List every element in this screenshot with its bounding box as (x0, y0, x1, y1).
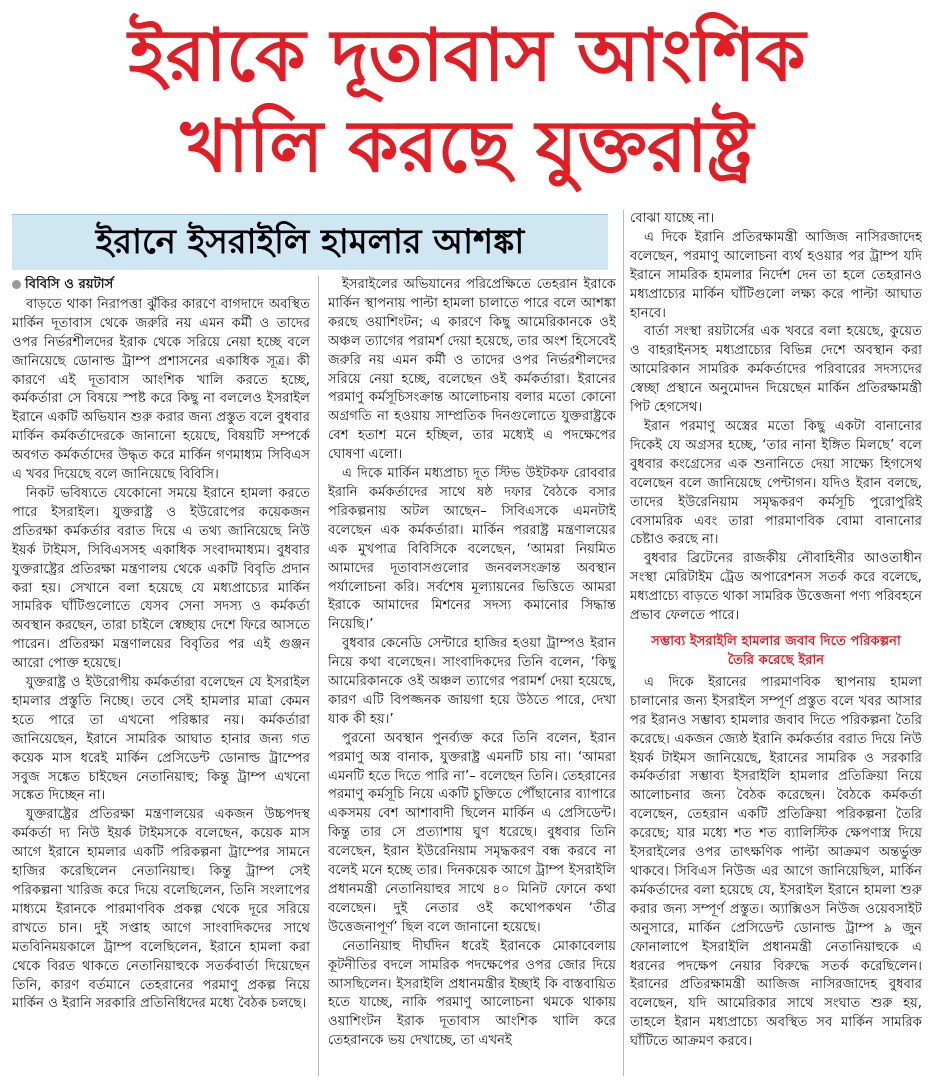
paragraph: বুধবার ব্রিটেনের রাজকীয় নৌবাহিনীর আওতাধীন সংস্থা মেরিটাইম ট্রেড অপারেশনস সতর্ক করে বলেছে, মধ্যপ্রাচ্যে বাড়তে থাকা সামরিক উত্তেজনা পণ্য পরিবহনে প্রভাব ফেলতে পারে। (630, 551, 922, 624)
paragraph: নেতানিয়াহু দীর্ঘদিন ধরেই ইরানকে মোকাবেলায় কূটনীতির বদলে সামরিক পদক্ষেপের ওপর জোর দিয়ে আসছিলেন। ইসরাইলি প্রধানমন্ত্রীর ইচ্ছাই কি বাস্তবায়িত হতে যাচ্ছে, নাকি পরমাণু আলোচনা থমকে থাকায় ওয়াশিংটন ইরাক দূতাবাস আংশিক খালি করে তেহরানকে ভয় দেখাচ্ছে, তা এখনই (328, 938, 616, 1049)
column-divider (623, 210, 624, 1076)
article-column-2 (328, 276, 616, 1076)
paragraph: বার্তা সংস্থা রয়টার্সের এক খবরে বলা হয়েছে, কুয়েত ও বাহরাইনসহ মধ্যপ্রাচ্যের বিভিন্ন দেশে অবস্থান করা আমেরিকান সামরিক কর্মকর্তাদের পরিবারের সদস্যদের স্বেচ্ছা প্রস্থানে অনুমোদন দিয়েছেন মার্কিন প্রতিরক্ষামন্ত্রী পিট হেগসেথ। (630, 324, 922, 416)
headline-line-2: খালি করছে যুক্তরাষ্ট্র (180, 104, 754, 188)
paragraph: ইরান পরমাণু অস্ত্রের মতো কিছু একটা বানানোর দিকেই যে অগ্রসর হচ্ছে, ‘তার নানা ইঙ্গিত মিলছে’ বলে বুধবার কংগ্রেসের এক শুনানিতে দেয়া সাক্ষ্যে হিগসেথ বলেছেন বলে জানিয়েছে পেন্টাগন। যদিও ইরান বলছে, তাদের ইউরেনিয়াম সমৃদ্ধকরণ কর্মসূচি পুরোপুরিই বেসামরিক এবং তারা পারমাণবিক বোমা বানানোর চেষ্টাও করছে না। (630, 418, 922, 548)
crosshead-line-2: তৈরি করেছে ইরান (727, 652, 825, 668)
bullet-icon (12, 280, 21, 289)
paragraph: এ দিকে ইরানের পারমাণবিক স্থাপনায় হামলা চালানোর জন্য ইসরাইল সম্পূর্ণ প্রস্তুত বলে খবর আসার পর ইরানও সম্ভাব্য হামলার জবাব দিতে পরিকল্পনা তৈরি করেছে। একজন জ্যেষ্ঠ ইরানি কর্মকর্তার বরাত দিয়ে নিউ ইয়র্ক টাইমস জানিয়েছে, ইরানের সামরিক ও সরকারি কর্মকর্তারা সম্ভাব্য ইসরাইলি হামলার প্রতিক্রিয়া নিয়ে আলোচনার জন্য বৈঠক করেছেন। বৈঠকে কর্মকর্তা বলেছেন, তেহরান একটি প্রতিক্রিয়া পরিকল্পনা তৈরি করেছে; যার মধ্যে শত শত ব্যালিস্টিক ক্ষেপণাস্ত্র দিয়ে ইসরাইলের ওপর তাৎক্ষণিক পাল্টা আক্রমণ অন্তর্ভুক্ত থাকবে। সিবিএস নিউজ এর আগে জানিয়েছিল, মার্কিন কর্মকর্তাদের বলা হয়েছে যে, ইসরাইল ইরানে হামলা শুরু করার জন্য সম্পূর্ণ প্রস্তুত। অ্যাক্সিওস নিউজ ওয়েবসাইট অনুসারে, মার্কিন প্রেসিডেন্ট ডোনাল্ড ট্রাম্প ৯ জুন ফোনালাপে ইসরাইলি প্রধানমন্ত্রী নেতানিয়াহুকে এ ধরনের পদক্ষেপ নেয়ার বিরুদ্ধে সতর্ক করেছিলেন। ইরানের প্রতিরক্ষামন্ত্রী আজিজ নাসিরজাদেহ বুধবার বলেছেন, যদি আমেরিকার সাথে সংঘাত শুরু হয়, তাহলে ইরান মধ্যপ্রাচ্যে অবস্থিত সব মার্কিন সামরিক ঘাঁটিতে আক্রমণ করবে। (630, 674, 922, 1050)
paragraph: বুধবার কেনেডি সেন্টারে হাজির হওয়া ট্রাম্পও ইরান নিয়ে কথা বলেছেন। সাংবাদিকদের তিনি বলেন, ‘কিছু আমেরিকানকে ওই অঞ্চল ত্যাগের পরামর্শ দেয়া হয়েছে, কারণ এটি বিপজ্জনক জায়গা হয়ে উঠতে পারে, দেখা যাক কী হয়।’ (328, 636, 616, 727)
paragraph: বাড়তে থাকা নিরাপত্তা ঝুঁকির কারণে বাগদাদে অবস্থিত মার্কিন দূতাবাস থেকে জরুরি নয় এমন কর্মী ও তাদের ওপর নির্ভরশীলদের ইরাক থেকে সরিয়ে নেয়া হচ্ছে বলে জানিয়েছে ডোনাল্ড ট্রাম্প প্রশাসনের একাধিক সূত্র। কী কারণে এই দূতাবাস আংশিক খালি করতে হচ্ছে, কর্মকর্তারা সে বিষয়ে স্পষ্ট করে কিছু না বললেও ইসরাইল ইরানে একটি অভিযান শুরু করার জন্য প্রস্তুত বলে বুধবার মার্কিন কর্মকর্তাদেরকে জানানো হয়েছে, বিষয়টি সম্পর্কে অবগত কর্মকর্তাদের উদ্ধৃত করে মার্কিন গণমাধ্যম সিবিএস এ খবর দিয়েছে বলে জানিয়েছে বিবিসি। (12, 296, 310, 483)
headline (0, 0, 934, 205)
subheadline: ইরানে ইসরাইলি হামলার আশঙ্কা (12, 214, 608, 270)
article-column-3 (630, 210, 922, 1076)
paragraph: পুরনো অবস্থান পুনর্ব্যক্ত করে তিনি বলেন, ইরান পরমাণু অস্ত্র বানাক, যুক্তরাষ্ট্র এমনটি চায় না। ‘আমরা এমনটি হতে দিতে পারি না’– বলেছেন তিনি। তেহরানের পরমাণু কর্মসূচি নিয়ে একটি চুক্তিতে পৌঁছানোর ব্যাপারে একসময় বেশ আশাবাদী ছিলেন মার্কিন এ প্রেসিডেন্ট। কিন্তু তার সে প্রত্যাশায় ঘুণ ধরেছে। বুধবার তিনি বলেছেন, ইরান ইউরেনিয়াম সমৃদ্ধকরণ বন্ধ করবে না বলেই মনে হচ্ছে তার। দিনকয়েক আগে ট্রাম্প ইসরাইলি প্রধানমন্ত্রী নেতানিয়াহুর সাথে ৪০ মিনিট ফোনে কথা বলেছেন। দুই নেতার ওই কথোপকথন ‘তীব্র উত্তেজনাপূর্ণ’ ছিল বলে জানানো হয়েছে। (328, 730, 616, 935)
paragraph: নিকট ভবিষ্যতে যেকোনো সময়ে ইরানে হামলা করতে পারে ইসরাইল। যুক্তরাষ্ট্র ও ইউরোপের কয়েকজন প্রতিরক্ষা কর্মকর্তার বরাত দিয়ে এ তথ্য জানিয়েছে নিউ ইয়র্ক টাইমস, সিবিএসসহ একাধিক সংবাদমাধ্যম। বুধবার যুক্তরাষ্ট্রের প্রতিরক্ষা মন্ত্রণালয় থেকে একটি বিবৃতি প্রদান করা হয়। সেখানে বলা হয়েছে যে মধ্যপ্রাচ্যের মার্কিন সামরিক ঘাঁটিগুলোতে যেসব সেনা সদস্য ও কর্মকর্তা অবস্থান করছেন, তারা চাইলে স্বেচ্ছায় দেশে ফিরে আসতে পারেন। প্রতিরক্ষা মন্ত্রণালয়ের বিবৃতির পর এই গুঞ্জন আরো পোক্ত হয়েছে। (12, 485, 310, 672)
paragraph: এ দিকে ইরানি প্রতিরক্ষামন্ত্রী আজিজ নাসিরজাদেহ বলেছেন, পরমাণু আলোচনা ব্যর্থ হওয়ার পর ট্রাম্প যদি ইরানে সামরিক হামলার নির্দেশ দেন তা হলে তেহরানও মধ্যপ্রাচ্যের মার্কিন ঘাঁটিগুলো লক্ষ্য করে পাল্টা আঘাত হানবে। (630, 229, 922, 321)
paragraph: যুক্তরাষ্ট্র ও ইউরোপীয় কর্মকর্তারা বলেছেন যে ইসরাইল হামলার প্রস্তুতি নিচ্ছে। তবে সেই হামলার মাত্রা কেমন হতে পারে তা এখনো পরিষ্কার নয়। কর্মকর্তারা জানিয়েছেন, ইরানে সামরিক আঘাত হানার জন্য গত কয়েক মাস ধরেই মার্কিন প্রেসিডেন্ট ডোনাল্ড ট্রাম্পের সবুজ সঙ্কেত চাইছেন নেতানিয়াহু; কিন্তু ট্রাম্প এখনো সঙ্কেত দিচ্ছেন না। (12, 675, 310, 804)
paragraph: ইসরাইলের অভিযানের পরিপ্রেক্ষিতে তেহরান ইরাকে মার্কিন স্থাপনায় পাল্টা হামলা চালাতে পারে বলে আশঙ্কা করছে ওয়াশিংটন; এ কারণে কিছু আমেরিকানকে ওই অঞ্চল ত্যাগের পরামর্শ দেয়া হয়েছে, তার অংশ হিসেবেই জরুরি নয় এমন কর্মী ও তাদের ওপর নির্ভরশীলদের সরিয়ে নেয়া হচ্ছে, বলেছেন ওই কর্মকর্তারা। ইরানের পরমাণু কর্মসূচিসংক্রান্ত আলোচনায় বলার মতো কোনো অগ্রগতি না হওয়ায় সাম্প্রতিক দিনগুলোতে যুক্তরাষ্ট্রকে বেশ হতাশ মনে হচ্ছিল, তার মধ্যেই এ পদক্ষেপের ঘোষণা এলো। (328, 277, 616, 463)
paragraph: এ দিকে মার্কিন মধ্যপ্রাচ্য দূত স্টিভ উইটকফ রোববার ইরানি কর্মকর্তাদের সাথে ষষ্ঠ দফার বৈঠকে বসার পরিকল্পনায় অটল আছেন– সিবিএসকে এমনটাই বলেছেন এক কর্মকর্তারা। মার্কিন পররাষ্ট্র মন্ত্রণালয়ের এক মুখপাত্র বিবিসিকে বলেছেন, ‘আমরা নিয়মিত আমাদের দূতাবাসগুলোর জনবলসংক্রান্ত অবস্থান পর্যালোচনা করি। সর্বশেষ মূল্যায়নের ভিত্তিতে আমরা ইরাকে আমাদের মিশনের সদস্য কমানোর সিদ্ধান্ত নিয়েছি।’ (328, 466, 616, 633)
crosshead (630, 632, 922, 670)
paragraph: যুক্তরাষ্ট্রের প্রতিরক্ষা মন্ত্রণালয়ের একজন উচ্চপদস্থ কর্মকর্তা দ্য নিউ ইয়র্ক টাইমসকে বলেছেন, কয়েক মাস আগে ইরানে হামলার একটি পরিকল্পনা ট্রাম্পের সামনে হাজির করেছিলেন নেতানিয়াহু। কিন্তু ট্রাম্প সেই পরিকল্পনা খারিজ করে দিয়ে বলেছিলেন, তিনি সংলাপের মাধ্যমে ইরানকে পারমাণবিক প্রকল্প থেকে দূরে সরিয়ে রাখতে চান। দুই সপ্তাহ আগে সাংবাদিকদের সাথে মতবিনিময়কালে ট্রাম্প বলেছিলেন, ইরানে হামলা করা থেকে বিরত থাকতে নেতানিয়াহুকে সতর্কবার্তা দিয়েছেন তিনি, কারণ বর্তমানে তেহরানের পরমাণু প্রকল্প নিয়ে মার্কিন ও ইরানি সরকারি প্রতিনিধিদের মধ্যে বৈঠক চলছে। (12, 807, 310, 1012)
crosshead-line-1: সম্ভাব্য ইসরাইলি হামলার জবাব দিতে পরিকল্পনা (651, 633, 901, 649)
article-column-1 (12, 276, 310, 1076)
headline-line-1: ইরাকে দূতাবাস আংশিক (128, 13, 806, 97)
source-label: বিবিসি ও রয়টার্স (25, 277, 114, 292)
column-divider (318, 276, 319, 1076)
paragraph: বোঝা যাচ্ছে না। (630, 211, 715, 226)
source-line (12, 276, 310, 295)
